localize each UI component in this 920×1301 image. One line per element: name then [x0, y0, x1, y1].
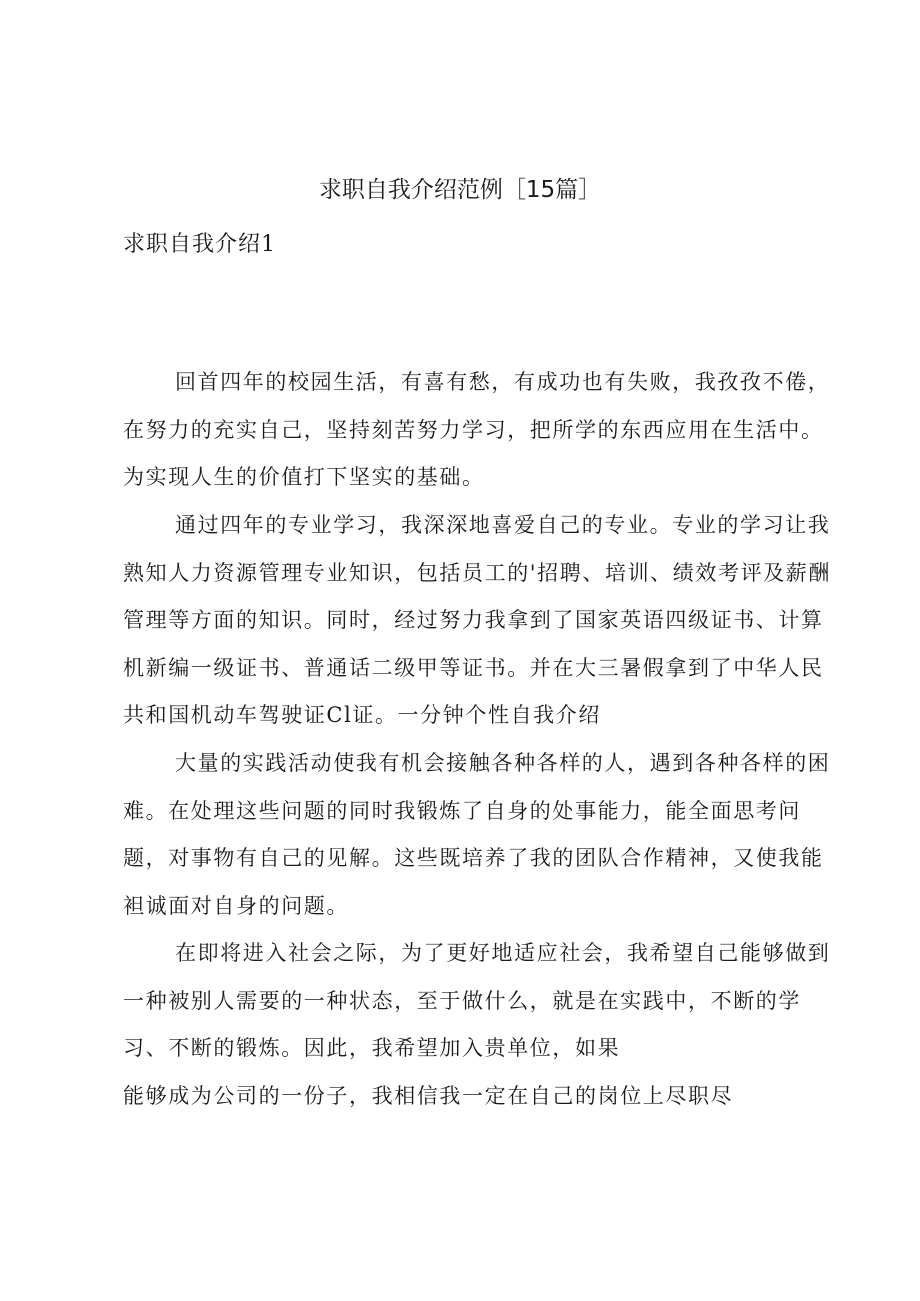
document-title: 求职自我介绍范例［15篇］ — [318, 177, 602, 203]
paragraph-future-goals: 在即将进入社会之际，为了更好地适应社会，我希望自己能够做到一种被别人需要的一种状态，至于做什么，就是在实践中，不断的学习、不断的锻炼。因此，我希望加入贵单位，如果 — [123, 941, 831, 1060]
paragraph-practice-activities: 大量的实践活动使我有机会接触各种各样的人，遇到各种各样的困难。在处理这些问题的同时我锻炼了自身的处事能力，能全面思考问题，对事物有自己的见解。这些既培养了我的团队合作精神，又使我能袒诚面对自身的问题。 — [123, 751, 831, 918]
paragraph-professional-study: 通过四年的专业学习，我深深地喜爱自己的专业。专业的学习让我熟知人力资源管理专业知识，包括员工的'招聘、培训、绩效考评及薪酬管理等方面的知识。同时，经过努力我拿到了国家英语四级证书、计算机新编一级证书、普通话二级甲等证书。并在大三暑假拿到了中华人民共和国机动车驾驶证Cl证。一分钟个性自我介绍 — [123, 513, 831, 727]
section-heading: 求职自我介绍1 — [123, 232, 276, 257]
paragraph-campus-life: 回首四年的校园生活，有喜有愁，有成功也有失败，我孜孜不倦，在努力的充实自己，坚持刻苦努力学习，把所学的东西应用在生活中。为实现人生的价值打下坚实的基础。 — [123, 370, 831, 489]
paragraph-continuation: 能够成为公司的一份子，我相信我一定在自己的岗位上尽职尽 — [123, 1084, 734, 1108]
